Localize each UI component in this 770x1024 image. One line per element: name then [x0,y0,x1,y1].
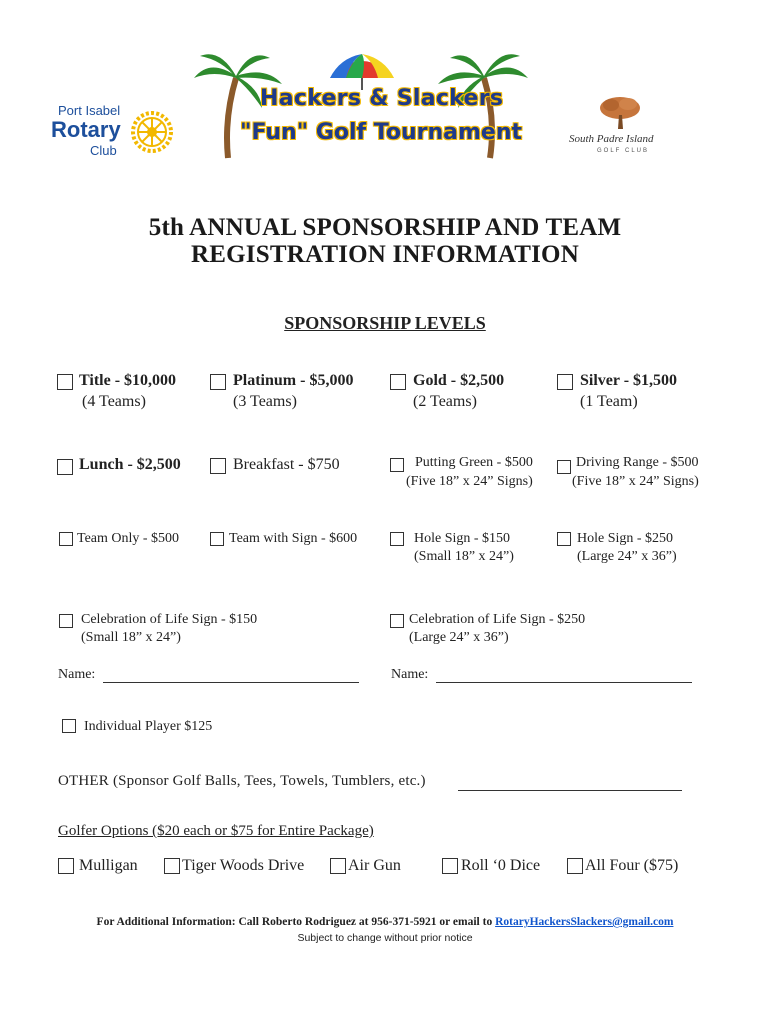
roll-dice-checkbox[interactable] [442,858,458,874]
celebration-sign-small-sub: (Small 18” x 24”) [81,630,181,645]
name-field-right[interactable] [436,682,692,683]
hole-sign-large-checkbox[interactable] [557,532,571,546]
rotary-logo-line2: Rotary [51,117,121,142]
gold-sponsor-checkbox[interactable] [390,374,406,390]
all-four-checkbox[interactable] [567,858,583,874]
rotary-logo-line3: Club [90,143,117,158]
footer-contact-text: For Additional Information: Call Roberto Rodriguez at 956-371-5921 or email to [96,916,496,928]
title-sponsor-label: Title - $10,000 [79,372,177,389]
celebration-sign-large-checkbox[interactable] [390,614,404,628]
golf-club-logo [565,95,685,160]
lunch-sponsor-label: Lunch - $2,500 [79,456,181,473]
breakfast-sponsor-label: Breakfast - $750 [233,456,340,473]
mulligan-checkbox[interactable] [58,858,74,874]
rotary-club-logo [48,100,178,162]
driving-range-sub: (Five 18” x 24” Signs) [572,474,699,489]
sponsorship-levels-heading: SPONSORSHIP LEVELS [284,313,486,333]
title-sponsor-checkbox[interactable] [57,374,73,390]
putting-green-sub: (Five 18” x 24” Signs) [406,474,533,489]
team-only-label: Team Only - $500 [77,531,180,546]
page-title-line1: 5th ANNUAL SPONSORSHIP AND TEAM [148,214,622,241]
name-label-left: Name: [58,667,96,682]
hole-sign-small-checkbox[interactable] [390,532,404,546]
driving-range-checkbox[interactable] [557,460,571,474]
individual-player-label: Individual Player $125 [84,719,213,734]
air-gun-checkbox[interactable] [330,858,346,874]
celebration-sign-small-checkbox[interactable] [59,614,73,628]
footer-email-link[interactable]: RotaryHackersSlackers@gmail.com [495,916,674,928]
air-gun-label: Air Gun [348,857,401,874]
name-field-left[interactable] [103,682,359,683]
golfer-options-heading: Golfer Options ($20 each or $75 for Entire Package) [58,823,374,839]
platinum-sponsor-sub: (3 Teams) [233,393,297,410]
silver-sponsor-label: Silver - $1,500 [580,372,678,389]
hole-sign-small-label: Hole Sign - $150 [414,531,511,546]
footer-contact [0,916,770,928]
team-with-sign-checkbox[interactable] [210,532,224,546]
other-sponsor-text: OTHER (Sponsor Golf Balls, Tees, Towels, Tumblers, etc.) [58,773,426,789]
gold-sponsor-label: Gold - $2,500 [413,372,505,389]
all-four-label: All Four ($75) [585,857,679,874]
mulligan-label: Mulligan [79,857,138,874]
celebration-sign-large-sub: (Large 24” x 36”) [409,630,509,645]
footer-note: Subject to change without prior notice [297,932,473,944]
rotary-logo-line1: Port Isabel [58,103,121,118]
team-with-sign-label: Team with Sign - $600 [229,531,358,546]
celebration-sign-small-label: Celebration of Life Sign - $150 [81,612,258,627]
platinum-sponsor-checkbox[interactable] [210,374,226,390]
individual-player-checkbox[interactable] [62,719,76,733]
hole-sign-large-label: Hole Sign - $250 [577,531,674,546]
tiger-woods-drive-label: Tiger Woods Drive [182,857,305,874]
gold-sponsor-sub: (2 Teams) [413,393,477,410]
hole-sign-small-sub: (Small 18” x 24”) [414,549,514,564]
breakfast-sponsor-checkbox[interactable] [210,458,226,474]
celebration-sign-large-label: Celebration of Life Sign - $250 [409,612,586,627]
silver-sponsor-checkbox[interactable] [557,374,573,390]
name-label-right: Name: [391,667,429,682]
roll-dice-label: Roll ‘0 Dice [461,857,541,874]
putting-green-label: Putting Green - $500 [415,455,533,470]
page-title-line2: REGISTRATION INFORMATION [191,241,579,268]
other-sponsor-label [58,773,426,790]
rotary-wheel-icon [130,110,174,154]
tournament-logo-line2: "Fun" Golf Tournament [240,120,523,145]
team-only-checkbox[interactable] [59,532,73,546]
title-sponsor-sub: (4 Teams) [82,393,146,410]
hole-sign-large-sub: (Large 24” x 36”) [577,549,677,564]
silver-sponsor-sub: (1 Team) [580,393,638,410]
lunch-sponsor-checkbox[interactable] [57,459,73,475]
golf-club-logo-line2: GOLF CLUB [597,148,650,154]
platinum-sponsor-label: Platinum - $5,000 [233,372,354,389]
tournament-logo-line1: Hackers & Slackers [260,86,504,111]
putting-green-checkbox[interactable] [390,458,404,472]
tiger-woods-drive-checkbox[interactable] [164,858,180,874]
tournament-logo [190,48,535,160]
other-sponsor-field[interactable] [458,790,682,791]
tree-icon [595,95,645,131]
driving-range-label: Driving Range - $500 [576,455,699,470]
golf-club-logo-line1: South Padre Island [569,133,654,145]
